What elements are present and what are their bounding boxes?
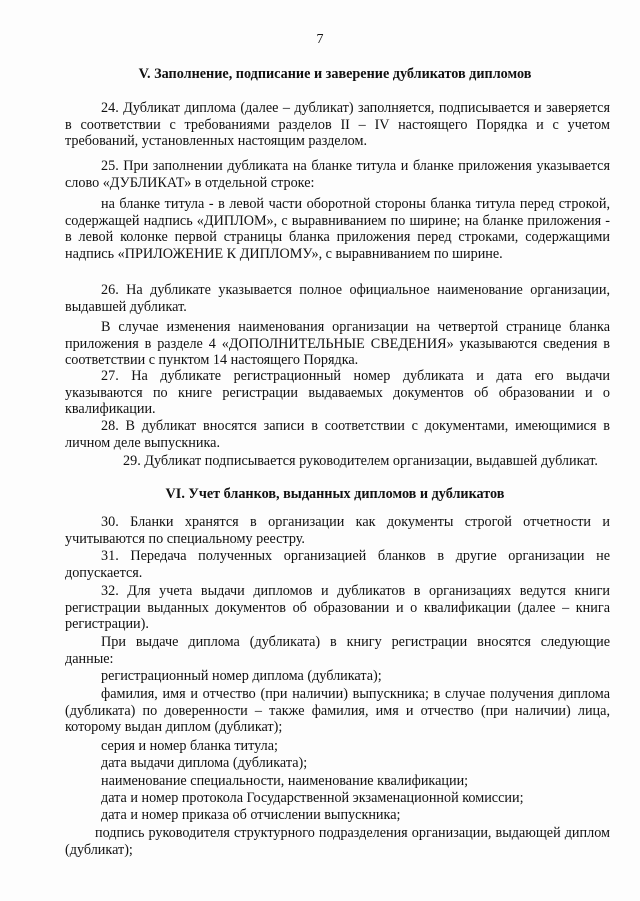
list-item-specialty: наименование специальности, наименование квалификации; bbox=[101, 773, 469, 789]
paragraph-29: 29. Дубликат подписывается руководителем организации, выдавшей дубликат. bbox=[123, 453, 598, 469]
section-6-heading: VI. Учет бланков, выданных дипломов и дубликатов bbox=[165, 486, 505, 502]
paragraph-27: 27. На дубликате регистрационный номер дубликата и дата его выдачи указываются по книге регистрации выдаваемых документов об образовании и о квалификации. bbox=[65, 368, 610, 417]
list-item-blank-series: серия и номер бланка титула; bbox=[101, 738, 278, 754]
paragraph-book-data-intro: При выдаче диплома (дубликата) в книгу регистрации вносятся следующие данные: bbox=[65, 634, 610, 667]
list-item-reg-number: регистрационный номер диплома (дубликата); bbox=[101, 668, 382, 684]
page-number: 7 bbox=[316, 32, 324, 47]
list-item-full-name: фамилия, имя и отчество (при наличии) выпускника; в случае получения диплома (дубликата) по доверенности – также фамилия, имя и отчество (при наличии) лица, которому выдан диплом (дубликат); bbox=[65, 686, 610, 735]
paragraph-25-detail: на бланке титула - в левой части оборотной стороны бланка титула перед строкой, содержащей надпись «ДИПЛОМ», с выравниванием по ширине; на бланке приложения - в левой колонке первой страницы бланка приложения перед строками, содержащими надпись «ПРИЛОЖЕНИЕ К ДИПЛОМУ», с выравниванием по ширине. bbox=[65, 196, 610, 262]
paragraph-24: 24. Дубликат диплома (далее – дубликат) заполняется, подписывается и заверяется в соответствии с требованиями разделов II – IV настоящего Порядка и с учетом требований, установленных настоящим разделом. bbox=[65, 100, 610, 149]
paragraph-28: 28. В дубликат вносятся записи в соответствии с документами, имеющимися в личном деле выпускника. bbox=[65, 418, 610, 451]
paragraph-30: 30. Бланки хранятся в организации как документы строгой отчетности и учитываются по специальному реестру. bbox=[65, 514, 610, 547]
list-item-signature: подпись руководителя структурного подразделения организации, выдающей диплом (дубликат); bbox=[65, 825, 610, 858]
paragraph-25: 25. При заполнении дубликата на бланке титула и бланке приложения указывается слово «ДУБЛИКАТ» в отдельной строке: bbox=[65, 158, 610, 191]
list-item-expulsion-order: дата и номер приказа об отчислении выпускника; bbox=[101, 807, 401, 823]
paragraph-32: 32. Для учета выдачи дипломов и дубликатов в организациях ведутся книги регистрации выданных документов об образовании и о квалификации (далее – книга регистрации). bbox=[65, 583, 610, 632]
paragraph-26-detail: В случае изменения наименования организации на четвертой странице бланка приложения в разделе 4 «ДОПОЛНИТЕЛЬНЫЕ СВЕДЕНИЯ» указываются сведения в соответствии с пунктом 14 настоящего Порядка. bbox=[65, 319, 610, 368]
paragraph-26: 26. На дубликате указывается полное официальное наименование организации, выдавшей дубликат. bbox=[65, 282, 610, 315]
list-item-protocol: дата и номер протокола Государственной экзаменационной комиссии; bbox=[101, 790, 524, 806]
section-5-heading: V. Заполнение, подписание и заверение дубликатов дипломов bbox=[138, 66, 532, 82]
paragraph-31: 31. Передача полученных организацией бланков в другие организации не допускается. bbox=[65, 548, 610, 581]
list-item-issue-date: дата выдачи диплома (дубликата); bbox=[101, 755, 308, 771]
